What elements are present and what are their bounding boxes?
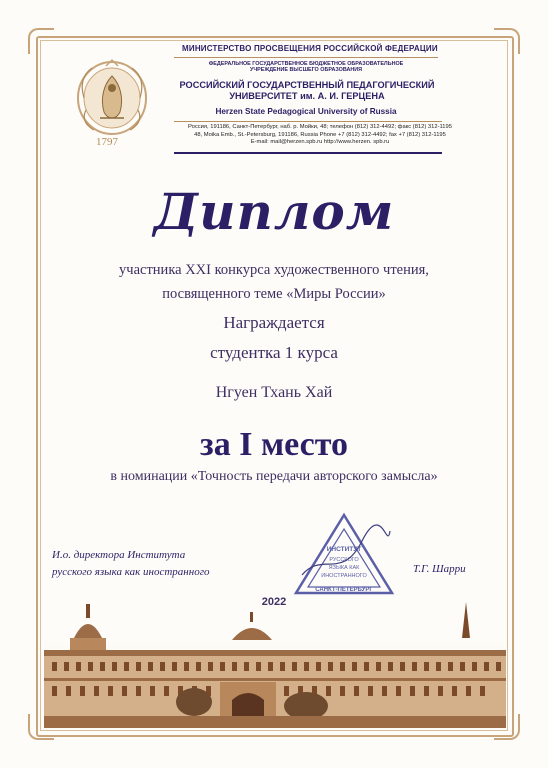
nomination-line: в номинации «Точность передачи авторского замысла» [110,469,438,484]
institution-type [174,61,438,74]
signatory-position-line2: русского языка как иностранного [52,566,210,578]
signatory-name: Т.Г. Шарри [413,563,466,575]
institute-stamp-icon [292,511,396,599]
stamp-text-top: ИНСТИТУТ [326,546,362,553]
stamp-text-mid3: ИНОСТРАННОГО [321,573,367,579]
institution-type-line1: ФЕДЕРАЛЬНОЕ ГОСУДАРСТВЕННОЕ БЮДЖЕТНОЕ ОБРАЗОВАТЕЛЬНОЕ [208,61,404,67]
contacts-email: E-mail: mail@herzen.spb.ru http://www.herzen. spb.ru [250,139,390,146]
emblem-year: 1797 [96,136,118,148]
stamp-text-mid1: РУССКОГО [329,557,359,563]
frame-corner-top-right [494,28,520,54]
contacts-english: 48, Moika Emb., St.-Petersburg, 191186, Russia Phone +7 (812) 312-4492; fax +7 (812) 312-1195 [194,131,446,138]
frame-corner-top-left [28,28,54,54]
stamp-text-bottom: САНКТ-ПЕТЕРБУРГ [315,587,373,593]
header-divider [174,57,438,58]
header-bottom-rule [174,152,442,154]
contacts-russian: Россия, 191186, Санкт-Петербург, наб. р. Мойки, 48; телефон (812) 312-4492; факс (812) 312-1195 [188,124,452,130]
institution-type-line2: УЧРЕЖДЕНИЕ ВЫСШЕГО ОБРАЗОВАНИЯ [250,67,362,74]
participant-line: участника XXI конкурса художественного чтения, [119,262,429,278]
recipient-name: Нгуен Тхань Хай [215,384,333,401]
student-status: студентка 1 курса [210,343,338,362]
theme-line: посвященного теме «Миры России» [162,286,386,302]
university-english-name: Herzen State Pedagogical University of Russia [215,107,397,116]
stamp-text-mid2: ЯЗЫКА КАК [328,565,360,571]
university-name-line2: УНИВЕРСИТЕТ им. А. И. ГЕРЦЕНА [229,90,385,101]
award-place: за I место [200,426,348,463]
signatory-position-line1: И.о. директора Института [52,549,186,561]
signatory-position [52,547,210,581]
diploma-year: 2022 [261,596,287,608]
contact-info [170,124,470,147]
university-name [166,80,448,101]
diploma-title: Диплом [153,182,395,241]
ministry-name: МИНИСТЕРСТВО ПРОСВЕЩЕНИЯ РОССИЙСКОЙ ФЕДЕРАЦИИ [182,44,438,53]
awarded-label: Награждается [223,313,325,332]
university-name-line1: РОССИЙСКИЙ ГОСУДАРСТВЕННЫЙ ПЕДАГОГИЧЕСКИЙ [179,80,435,90]
header-divider-2 [174,121,442,122]
saint-petersburg-panorama-illustration [44,590,506,728]
